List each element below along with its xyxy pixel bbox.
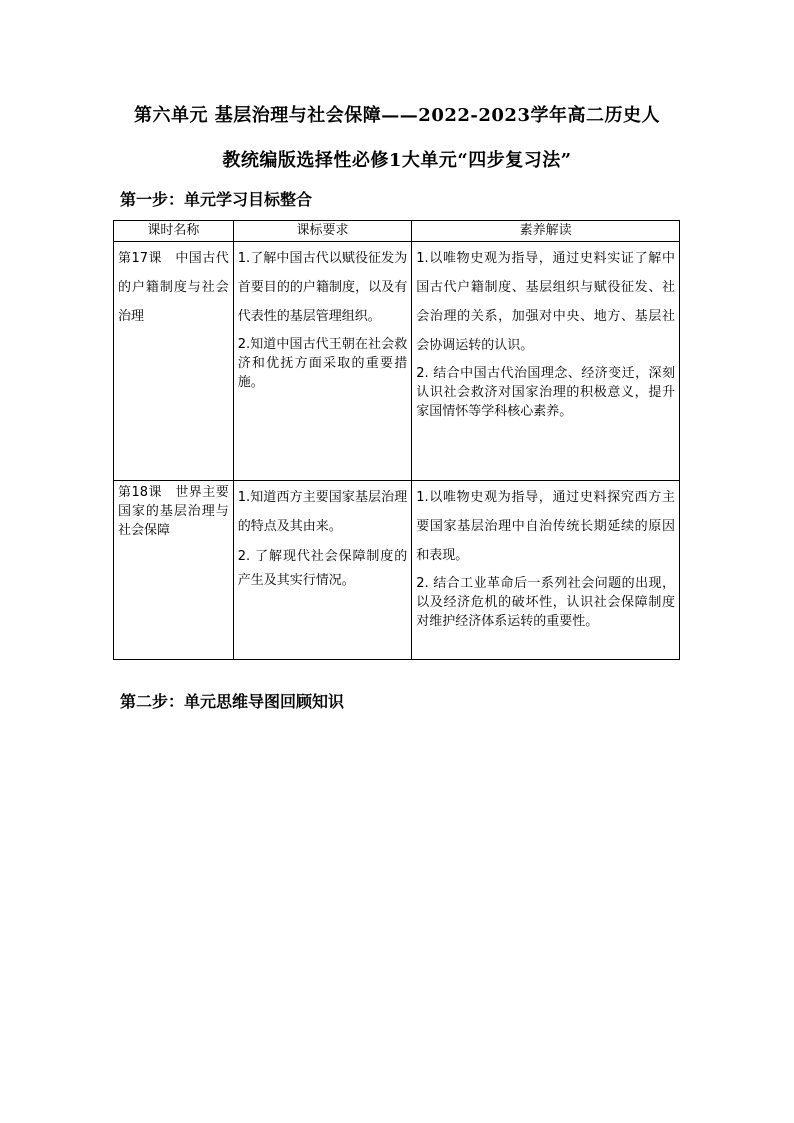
literacy-item: 2. 结合中国古代治国理念、经济变迁，深刻认识社会救济对国家治理的积极意义，提升家国情怀等学科核心素养。 [416,366,675,419]
literacy-item: 2. 结合工业革命后一系列社会问题的出现，以及经济危机的破坏性，认识社会保障制度对维护经济体系运转的重要性。 [416,576,675,629]
learning-objectives-table [113,220,680,660]
literacy-cell [412,481,680,660]
column-header-lesson: 课时名称 [114,221,234,242]
literacy-item: 1.以唯物史观为指导，通过史料实证了解中国古代户籍制度、基层组织与赋役征发、社会治理的关系，加强对中央、地方、基层社会协调运转的认识。 [416,251,675,353]
lesson-name: 第18课 世界主要国家的基层治理与社会保障 [118,485,229,538]
requirement-item: 1.了解中国古代以赋役征发为首要目的的户籍制度，以及有代表性的基层管理组织。 [237,251,408,324]
literacy-cell [412,242,680,481]
requirements-cell [233,242,412,481]
requirement-item: 2.知道中国古代王朝在社会救济和优抚方面采取的重要措施。 [237,337,408,390]
table-row [114,481,680,660]
document-title-line-2: 教统编版选择性必修1大单元“四步复习法” [222,150,572,171]
lesson-cell [114,481,234,660]
table-row [114,242,680,481]
requirement-item: 2. 了解现代社会保障制度的产生及其实行情况。 [237,549,408,588]
column-header-requirements: 课标要求 [233,221,412,242]
literacy-item: 1.以唯物史观为指导，通过史料探究西方主要国家基层治理中自治传统长期延续的原因和表现。 [416,490,675,563]
requirements-cell [233,481,412,660]
table-header-row [114,221,680,242]
step-1-heading: 第一步：单元学习目标整合 [120,190,313,209]
document-title-line-1: 第六单元 基层治理与社会保障——2022-2023学年高二历史人 [134,105,660,126]
requirement-item: 1.知道西方主要国家基层治理的特点及其由来。 [237,490,408,534]
lesson-cell [114,242,234,481]
step-2-heading: 第二步：单元思维导图回顾知识 [120,692,345,711]
lesson-name: 第17课 中国古代的户籍制度与社会治理 [118,251,229,324]
column-header-literacy: 素养解读 [412,221,680,242]
